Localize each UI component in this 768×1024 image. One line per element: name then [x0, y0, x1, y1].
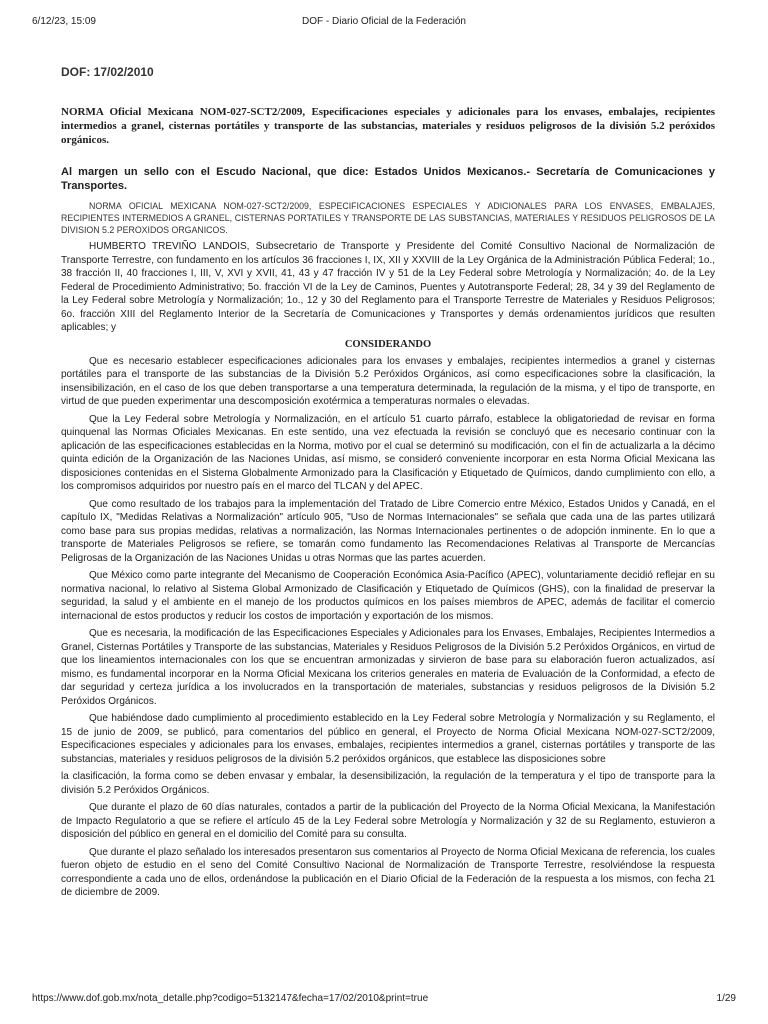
- considerando-paragraph: Que durante el plazo señalado los interesados presentaron sus comentarios al Proyecto de Norma Oficial Mexicana de referencia, los cuales fueron objeto de estudio en el seno del Comité Consultivo Nacional de Normalización de Transporte Terrestre, resolviéndose la respuesta correspondiente a cada uno de ellos, ordenándose la publicación en el Diario Oficial de la Federación de la respuesta a los mismos, con fecha 21 de diciembre de 2009.: [61, 846, 715, 898]
- considerando-paragraph: Que es necesaria, la modificación de las Especificaciones Especiales y Adicionales para los Envases, Embalajes, Recipientes Intermedios a Granel, Cisternas Portátiles y Transporte de las substancias, Materiales y Residuos Peligrosos de la División 5.2 Peróxidos Orgánicos, en virtud de que los lineamientos internacionales con los que se encuentran armonizadas y sirvieron de base para su elaboración fueron actualizados, así mismo, es fundamental incorporar en la Norma Oficial Mexicana los criterios generales en materia de Evaluación de la Conformidad, a efecto de dar seguridad y certeza jurídica a los involucrados en la transportación de materiales, substancias y residuos peligrosos de la División 5.2 Peróxidos Orgánicos.: [61, 628, 715, 707]
- document-body: [61, 165, 715, 904]
- considerando-paragraph: Que la Ley Federal sobre Metrología y Normalización, en el artículo 51 cuarto párrafo, establece la obligatoriedad de revisar en forma quinquenal las Normas Oficiales Mexicanas. En este sentido, una vez efectuada la revisión se concluyó que es necesario continuar con la aplicación de las especificaciones establecidas en la Norma, motivo por el cual se determinó su modificación, con el fin de actualizarla a la décimo quinta edición de la Organización de las Naciones Unidas, así mismo, se consideró conveniente incorporar en esta Norma Oficial Mexicana las disposiciones contenidas en el Sistema Globalmente Armonizado para la Clasificación y Etiquetado de Químicos, dando cumplimiento con ello, a los compromisos adquiridos por nuestro país en el marco del TLCAN y del APEC.: [61, 413, 715, 492]
- print-page-title: DOF - Diario Oficial de la Federación: [302, 16, 466, 27]
- considerando-paragraph: Que como resultado de los trabajos para la implementación del Tratado de Libre Comercio entre México, Estados Unidos y Canadá, en el capítulo IX, "Medidas Relativas a Normalización" artículo 905, "Uso de Normas Internacionales" se señala que cada una de las partes utilizará como base para sus propias medidas, relativas a normalización, las Normas Internacionales pertinentes o de adopción inminente. En lo que a transporte de Materiales Peligrosos se refiere, se tomarán como fundamento las Recomendaciones Relativas al Transporte de Mercancías Peligrosas de la Organización de las Naciones Unidas u otras Normas que las partes acuerden.: [61, 498, 715, 564]
- intro-paragraph: HUMBERTO TREVIÑO LANDOIS, Subsecretario de Transporte y Presidente del Comité Consultivo Nacional de Normalización de Transporte Terrestre, con fundamento en los artículos 36 fracciones I, IX, XII y XXVIII de la Ley Orgánica de la Administración Pública Federal; 1o., 38 fracción II, 40 fracciones I, III, V, XVI y XVII, 41, 43 y 47 fracción IV y 51 de la Ley Federal sobre Metrología y Normalización; 4o. de la Ley Federal de Procedimiento Administrativo; 5o. fracción VI de la Ley de Caminos, Puentes y Autotransporte Federal; 28, 34 y 39 del Reglamento de la Ley Federal sobre Metrología y Normalización; 1o., 12 y 30 del Reglamento para el Transporte Terrestre de Materiales y Residuos Peligrosos; 6o. fracción XIII del Reglamento Interior de la Secretaría de Comunicaciones y Transportes y demás ordenamientos jurídicos que resulten aplicables; y: [61, 241, 715, 333]
- considerando-paragraph: Que México como parte integrante del Mecanismo de Cooperación Económica Asia-Pacífico (APEC), voluntariamente decidió reflejar en su normativa nacional, lo relativo al Sistema Global Armonizado de Clasificación y Etiquetado de Químicos (GHS), con la finalidad de preservar la seguridad, la salud y el ambiente en el manejo de los productos químicos en los países miembros de APEC, además de facilitar el comercio internacional de estos productos y reducir los costos de importación y exportación de los mismos.: [61, 570, 715, 622]
- print-url: https://www.dof.gob.mx/nota_detalle.php?codigo=5132147&fecha=17/02/2010&print=true: [32, 993, 429, 1004]
- considerando-paragraph-continuation: la clasificación, la forma como se deben envasar y embalar, la desensibilización, la regulación de la temperatura y el tipo de transporte para la división 5.2 Peróxidos Orgánicos.: [61, 771, 715, 796]
- considerando-paragraph: Que durante el plazo de 60 días naturales, contados a partir de la publicación del Proyecto de la Norma Oficial Mexicana, la Manifestación de Impacto Regulatorio a que se refiere el artículo 45 de la Ley Federal sobre Metrología y Normalización y 32 de su Reglamento, estuvieron a disposición del público en general en el domicilio del Comité para su consulta.: [61, 802, 715, 840]
- considerando-paragraph: Que habiéndose dado cumplimiento al procedimiento establecido en la Ley Federal sobre Metrología y Normalización y su Reglamento, el 15 de junio de 2009, se publicó, para comentarios del público en general, el Proyecto de Norma Oficial Mexicana NOM-027-SCT2/2009, Especificaciones especiales y adicionales para los envases, embalajes, recipientes intermedios a granel, cisternas portátiles y transporte de las substancias, materiales y residuos peligrosos de la división 5.2 peróxidos orgánicos, que establece las disposiciones sobre: [61, 713, 715, 765]
- norma-caps-title: NORMA OFICIAL MEXICANA NOM-027-SCT2/2009, ESPECIFICACIONES ESPECIALES Y ADICIONALES PARA LOS ENVASES, EMBALAJES, RECIPIENTES INTERMEDIOS A GRANEL, CISTERNAS PORTATILES Y TRANSPORTE DE LAS SUBSTANCIAS, MATERIALES Y RESIDUOS PELIGROSOS DE LA DIVISION 5.2 PEROXIDOS ORGANICOS.: [61, 201, 715, 235]
- page-indicator: 1/29: [716, 993, 736, 1004]
- publication-date: DOF: 17/02/2010: [61, 65, 154, 79]
- considerando-paragraph: Que es necesario establecer especificaciones adicionales para los envases y embalajes, recipientes intermedios a granel y cisternas portátiles para el transporte de las substancias de la División 5.2 Peróxidos Orgánicos, así como especificaciones sobre la clasificación, la insensibilización, en el caso de los que deben transportarse a una temperatura determinada, la regulación de la misma, y el tipo de transporte, en virtud de que pueden experimentar una descomposición exotérmica a temperaturas normales o elevadas.: [61, 355, 715, 407]
- seal-statement: Al margen un sello con el Escudo Nacional, que dice: Estados Unidos Mexicanos.- Secretaría de Comunicaciones y Transportes.: [61, 166, 715, 192]
- considerando-heading: CONSIDERANDO: [344, 338, 432, 350]
- norma-title: NORMA Oficial Mexicana NOM-027-SCT2/2009, Especificaciones especiales y adicionales para los envases, embalajes, recipientes intermedios a granel, cisternas portátiles y transporte de las substancias, materiales y residuos peligrosos de la división 5.2 peróxidos orgánicos.: [61, 106, 715, 146]
- print-datetime: 6/12/23, 15:09: [32, 16, 96, 27]
